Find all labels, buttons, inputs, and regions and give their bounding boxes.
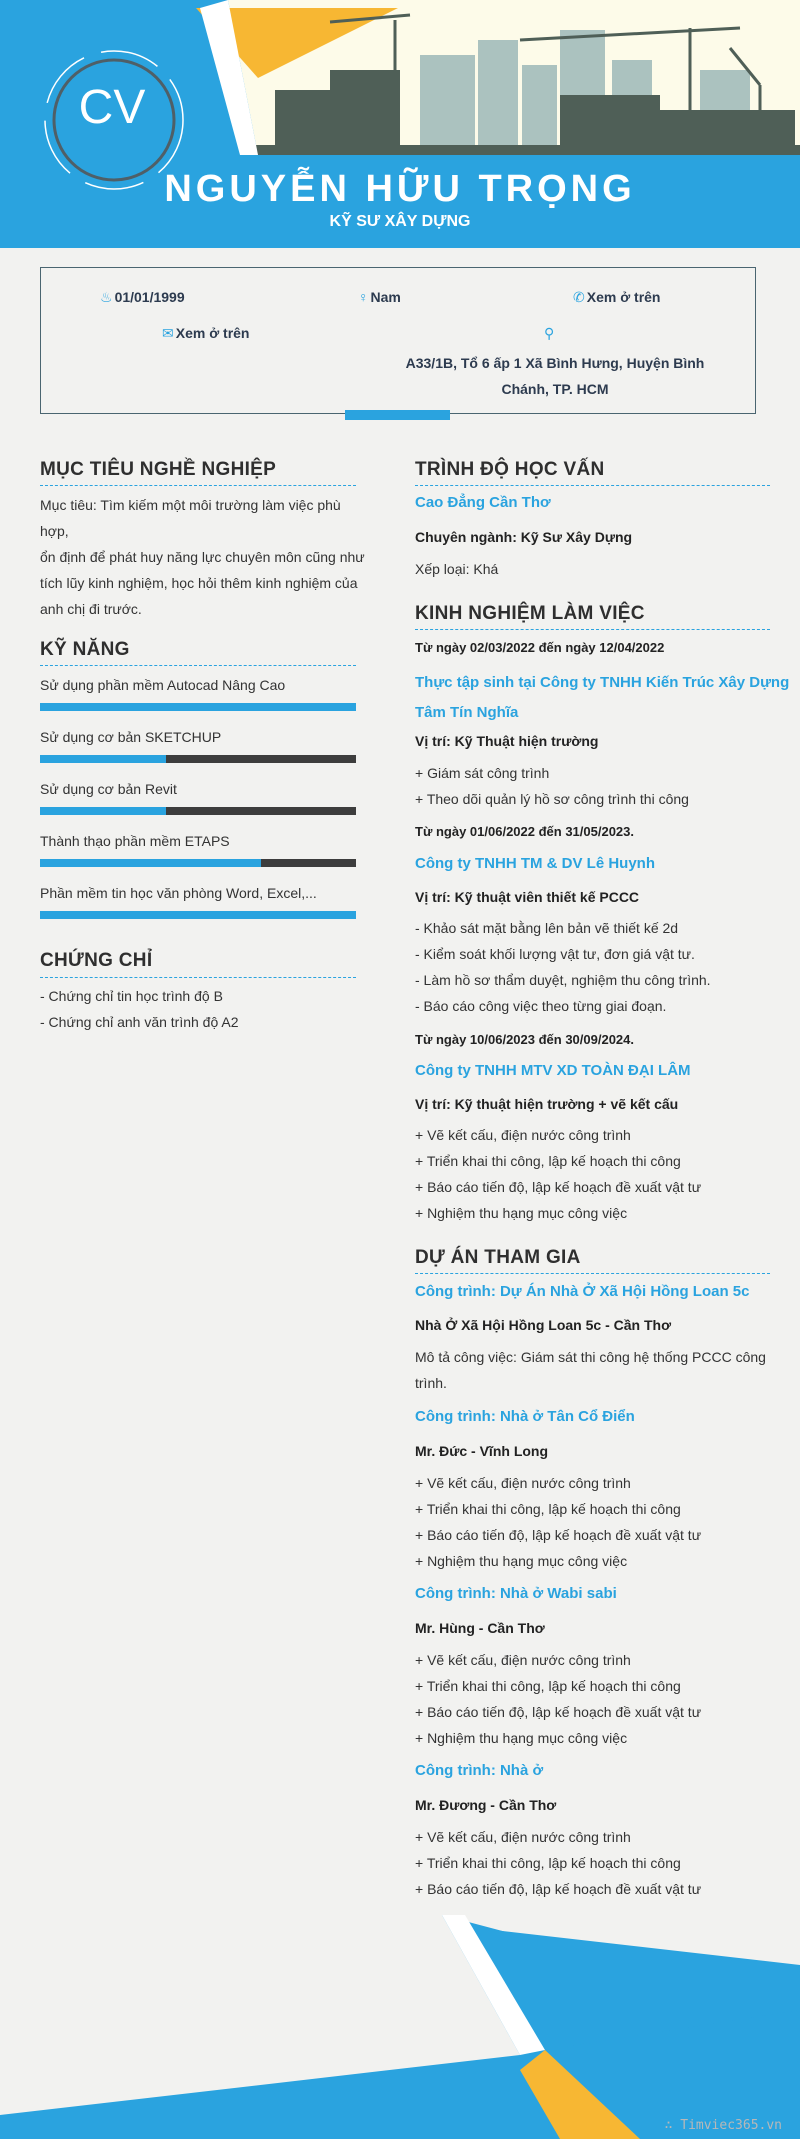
project-tasks: + Vẽ kết cấu, điện nước công trình + Triển khai thi công, lập kế hoạch thi công + Báo cáo tiến độ, lập kế hoạch đề xuất vật tư + Nghiệm thu hạng mục công việc bbox=[415, 1475, 702, 1569]
watermark-logo: ∴ Timviec365.vn bbox=[664, 2118, 782, 2133]
skill-bar bbox=[40, 807, 356, 815]
education-major: Chuyên ngành: Kỹ Sư Xây Dựng bbox=[415, 529, 633, 545]
skill-bar bbox=[40, 859, 356, 867]
skill-bar bbox=[40, 755, 356, 763]
objective-title: MỤC TIÊU NGHỀ NGHIỆP bbox=[40, 459, 277, 480]
job-position: Vị trí: Kỹ thuật hiện trường + vẽ kết cấu bbox=[415, 1096, 679, 1112]
cake-icon: ♨ bbox=[100, 289, 113, 305]
project-tasks: + Vẽ kết cấu, điện nước công trình + Triển khai thi công, lập kế hoạch thi công + Báo cáo tiến độ, lập kế hoạch đề xuất vật tư bbox=[415, 1829, 702, 1897]
email-field: ✉ Xem ở trên bbox=[162, 325, 250, 341]
project-name: Công trình: Nhà ở Wabi sabi bbox=[415, 1585, 617, 1602]
section-divider bbox=[40, 485, 356, 486]
skill-bar bbox=[40, 703, 356, 711]
location-icon: ⚲ bbox=[544, 325, 555, 341]
school-name: Cao Đẳng Cần Thơ bbox=[415, 494, 551, 511]
project-client: Mr. Đương - Cần Thơ bbox=[415, 1797, 557, 1813]
skill-bar bbox=[40, 911, 356, 919]
project-tasks: + Vẽ kết cấu, điện nước công trình + Triển khai thi công, lập kế hoạch thi công + Báo cáo tiến độ, lập kế hoạch đề xuất vật tư + Nghiệm thu hạng mục công việc bbox=[415, 1652, 702, 1746]
job-period: Từ ngày 10/06/2023 đến 30/09/2024. bbox=[415, 1032, 634, 1047]
section-divider bbox=[40, 977, 356, 978]
project-name: Công trình: Nhà ở Tân Cổ Điển bbox=[415, 1408, 635, 1425]
job-title: KỸ SƯ XÂY DỰNG bbox=[329, 213, 471, 230]
section-divider bbox=[415, 1273, 770, 1274]
address-field: A33/1B, Tổ 6 ấp 1 Xã Bình Hưng, Huyện Bình Chánh, TP. HCM bbox=[405, 355, 705, 397]
info-box-accent bbox=[345, 410, 450, 420]
candidate-name: NGUYỄN HỮU TRỌNG bbox=[164, 168, 636, 210]
skill-label: Sử dụng phần mềm Autocad Nâng Cao bbox=[40, 677, 286, 693]
birthday-field: ♨ 01/01/1999 bbox=[100, 289, 185, 305]
logo-icon: ∴ bbox=[664, 2118, 681, 2133]
section-divider bbox=[415, 629, 770, 630]
certificates-list: - Chứng chỉ tin học trình độ B - Chứng chỉ anh văn trình độ A2 bbox=[40, 988, 239, 1030]
project-client: Mr. Đức - Vĩnh Long bbox=[415, 1443, 549, 1459]
experience-title: KINH NGHIỆM LÀM VIỆC bbox=[415, 603, 645, 624]
job-position: Vị trí: Kỹ thuật viên thiết kế PCCC bbox=[415, 889, 640, 905]
objective-text: Mục tiêu: Tìm kiếm một môi trường làm việc phù hợp, ổn định để phát huy năng lực chuyên môn cũng như tích lũy kinh nghiệm, học hỏi thêm kinh nghiệm của anh chị đi trước. bbox=[40, 497, 365, 617]
education-grade: Xếp loại: Khá bbox=[415, 561, 499, 577]
skill-label: Sử dụng cơ bản SKETCHUP bbox=[40, 729, 222, 745]
skill-label: Thành thạo phần mềm ETAPS bbox=[40, 833, 230, 849]
job-tasks: + Vẽ kết cấu, điện nước công trình + Triển khai thi công, lập kế hoạch thi công + Báo cáo tiến độ, lập kế hoạch đề xuất vật tư + Nghiệm thu hạng mục công việc bbox=[415, 1127, 702, 1221]
project-name: Công trình: Dự Án Nhà Ở Xã Hội Hồng Loan 5c bbox=[415, 1283, 750, 1300]
skill-label: Phần mềm tin học văn phòng Word, Excel,... bbox=[40, 885, 317, 901]
project-tasks: Mô tả công việc: Giám sát thi công hệ thống PCCC công trình. bbox=[415, 1349, 766, 1391]
education-title: TRÌNH ĐỘ HỌC VẤN bbox=[415, 459, 605, 480]
email-icon: ✉ bbox=[162, 325, 174, 341]
project-client: Mr. Hùng - Cần Thơ bbox=[415, 1620, 545, 1636]
avatar: CV bbox=[78, 81, 146, 134]
section-divider bbox=[40, 665, 356, 666]
projects-title: DỰ ÁN THAM GIA bbox=[415, 1247, 581, 1268]
certificates-title: CHỨNG CHỈ bbox=[40, 950, 153, 971]
job-position: Vị trí: Kỹ Thuật hiện trường bbox=[415, 733, 599, 749]
skills-title: KỸ NĂNG bbox=[40, 639, 130, 660]
job-company: Thực tập sinh tại Công ty TNHH Kiến Trúc Xây Dựng Tâm Tín Nghĩa bbox=[415, 674, 790, 721]
job-tasks: - Khảo sát mặt bằng lên bản vẽ thiết kế 2d - Kiểm soát khối lượng vật tư, đơn giá vật tư. - Làm hồ sơ thẩm duyệt, nghiệm thu công trình. - Báo cáo công việc theo từng giai đoạn. bbox=[415, 920, 711, 1014]
project-name: Công trình: Nhà ở bbox=[415, 1762, 544, 1779]
section-divider bbox=[415, 485, 770, 486]
gender-field: ♀ Nam bbox=[358, 289, 401, 305]
job-company: Công ty TNHH TM & DV Lê Huynh bbox=[415, 855, 655, 872]
phone-icon: ✆ bbox=[573, 289, 585, 305]
footer-decoration bbox=[0, 1910, 800, 2139]
job-tasks: + Giám sát công trình + Theo dõi quản lý hồ sơ công trình thi công bbox=[415, 765, 689, 807]
project-client: Nhà Ở Xã Hội Hồng Loan 5c - Cần Thơ bbox=[415, 1317, 672, 1333]
job-period: Từ ngày 02/03/2022 đến ngày 12/04/2022 bbox=[415, 640, 665, 655]
job-period: Từ ngày 01/06/2022 đến 31/05/2023. bbox=[415, 824, 634, 839]
skill-label: Sử dụng cơ bản Revit bbox=[40, 781, 177, 797]
gender-icon: ♀ bbox=[358, 289, 369, 305]
job-company: Công ty TNHH MTV XD TOÀN ĐẠI LÂM bbox=[415, 1062, 691, 1079]
phone-field: ✆ Xem ở trên bbox=[573, 289, 661, 305]
